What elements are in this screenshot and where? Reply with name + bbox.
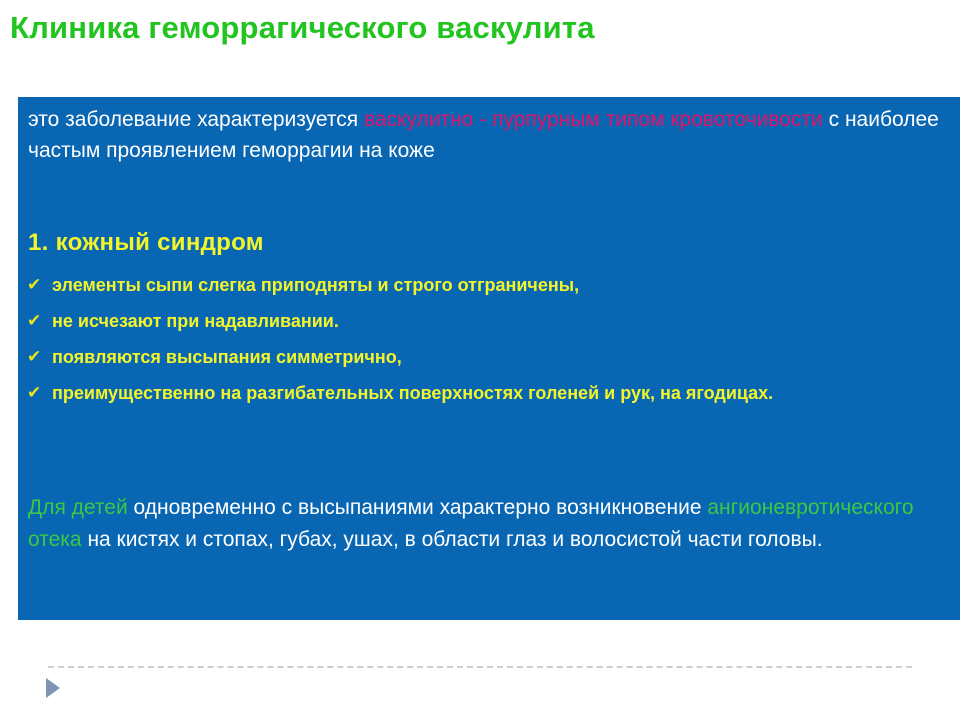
children-highlight: ангионевротического отека [28,496,914,551]
intro-text-1: это заболевание характеризуется [28,108,364,131]
intro-text-2: с наиболее частым проявлением геморрагии на коже [28,108,939,162]
intro-paragraph [28,104,943,166]
children-text-2: на кистях и стопах, губах, ушах, в области глаз и волосистой части головы. [81,528,823,551]
list-item [18,343,918,371]
intro-highlight: васкулитно - пурпурным типом кровоточивости [364,108,823,131]
content-box [18,97,960,620]
list-item-text: преимущественно на разгибательных поверхностях голеней и рук, на ягодицах. [52,383,774,403]
list-item-text: элементы сыпи слегка приподняты и строго отграничены, [52,275,580,295]
checkmark-icon: ✔ [27,383,42,402]
symptom-list [18,271,918,415]
syndrome-heading: 1. кожный синдром [28,229,264,256]
list-item [18,271,918,299]
list-item [18,307,918,335]
page-title: Клиника геморрагического васкулита [10,10,595,45]
checkmark-icon: ✔ [27,347,42,366]
next-slide-arrow-icon[interactable] [46,678,60,698]
list-item-text: не исчезают при надавливании. [52,311,339,331]
children-paragraph [28,492,928,556]
children-text-1: одновременно с высыпаниями характерно возникновение [127,496,708,519]
checkmark-icon: ✔ [27,275,42,294]
checkmark-icon: ✔ [27,311,42,330]
list-item [18,379,918,407]
footer-divider [48,666,912,668]
list-item-text: появляются высыпания симметрично, [52,347,402,367]
children-lead: Для детей [28,496,128,519]
